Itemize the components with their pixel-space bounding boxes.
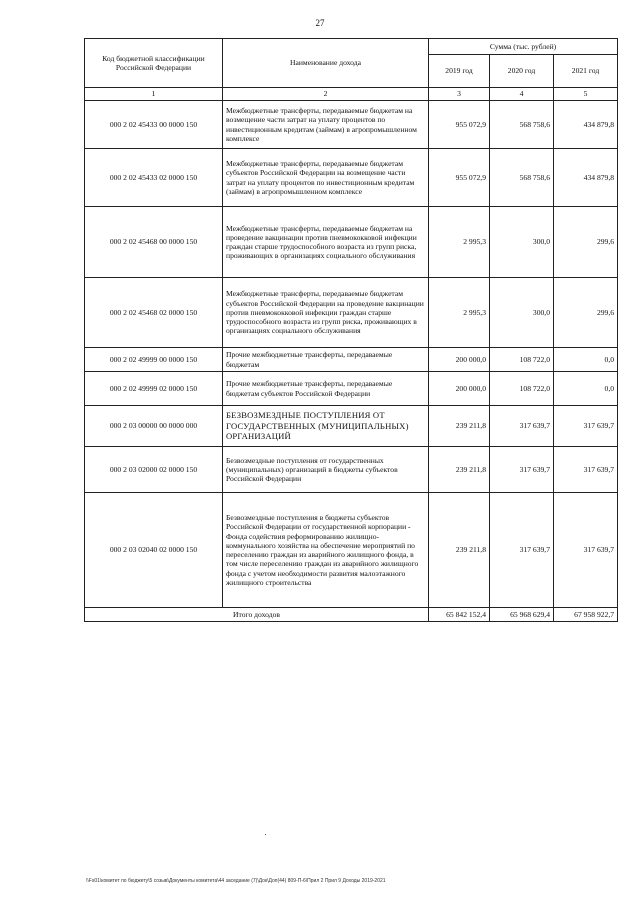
row-name: Межбюджетные трансферты, передаваемые бюджетам субъектов Российской Федерации на проведение вакцинации против пневмококковой инфекции граждан старше трудоспособного возраста из групп риска, проживающих в организациях социального обслуживания bbox=[223, 278, 429, 348]
row-value-2019: 2 995,3 bbox=[429, 207, 490, 278]
header-sum: Сумма (тыс. рублей) bbox=[429, 39, 618, 55]
col-number-5: 5 bbox=[554, 88, 618, 101]
row-code: 000 2 02 45433 02 0000 150 bbox=[85, 149, 223, 207]
table-row bbox=[85, 493, 618, 608]
footer-file-path: \\Fs01\комитет по бюджету\5 созыв\Документы комитета\44 заседание (7)\Док\Доп(44) 809-П-6\Прил 2 Прил 9 Доходы 2019-2021 bbox=[86, 878, 386, 884]
table-row bbox=[85, 372, 618, 406]
row-value-2021: 0,0 bbox=[554, 372, 618, 406]
row-name: Межбюджетные трансферты, передаваемые бюджетам субъектов Российской Федерации на возмещение части затрат на уплату процентов по инвестиционным кредитам (займам) в агропромышленном комплексе bbox=[223, 149, 429, 207]
header-code: Код бюджетной классификации Российской Федерации bbox=[85, 39, 223, 88]
table-row bbox=[85, 149, 618, 207]
row-value-2021: 299,6 bbox=[554, 278, 618, 348]
table-row bbox=[85, 348, 618, 372]
row-name: Прочие межбюджетные трансферты, передаваемые бюджетам субъектов Российской Федерации bbox=[223, 372, 429, 406]
row-value-2020: 317 639,7 bbox=[490, 493, 554, 608]
row-value-2021: 317 639,7 bbox=[554, 493, 618, 608]
row-value-2020: 300,0 bbox=[490, 278, 554, 348]
row-code: 000 2 03 02040 02 0000 150 bbox=[85, 493, 223, 608]
row-name: БЕЗВОЗМЕЗДНЫЕ ПОСТУПЛЕНИЯ ОТ ГОСУДАРСТВЕННЫХ (МУНИЦИПАЛЬНЫХ) ОРГАНИЗАЦИЙ bbox=[223, 406, 429, 447]
row-value-2020: 108 722,0 bbox=[490, 348, 554, 372]
row-value-2019: 239 211,8 bbox=[429, 447, 490, 493]
row-code: 000 2 03 00000 00 0000 000 bbox=[85, 406, 223, 447]
scan-dot bbox=[265, 834, 266, 835]
row-value-2021: 434 879,8 bbox=[554, 101, 618, 149]
table-row bbox=[85, 447, 618, 493]
row-code: 000 2 02 49999 02 0000 150 bbox=[85, 372, 223, 406]
row-value-2020: 568 758,6 bbox=[490, 101, 554, 149]
total-value-2019: 65 842 152,4 bbox=[429, 608, 490, 622]
row-value-2021: 434 879,8 bbox=[554, 149, 618, 207]
row-value-2021: 0,0 bbox=[554, 348, 618, 372]
col-number-1: 1 bbox=[85, 88, 223, 101]
row-code: 000 2 02 45468 00 0000 150 bbox=[85, 207, 223, 278]
row-value-2019: 955 072,9 bbox=[429, 101, 490, 149]
row-name: Межбюджетные трансферты, передаваемые бюджетам на проведение вакцинации против пневмококковой инфекции граждан старше трудоспособного возраста из групп риска, проживающих в организациях социального обслуживания bbox=[223, 207, 429, 278]
total-value-2020: 65 968 629,4 bbox=[490, 608, 554, 622]
revenue-table bbox=[84, 38, 618, 622]
row-name: Безвозмездные поступления от государственных (муниципальных) организаций в бюджеты субъектов Российской Федерации bbox=[223, 447, 429, 493]
row-value-2021: 317 639,7 bbox=[554, 447, 618, 493]
row-code: 000 2 03 02000 02 0000 150 bbox=[85, 447, 223, 493]
header-name: Наименование дохода bbox=[223, 39, 429, 88]
row-value-2019: 239 211,8 bbox=[429, 493, 490, 608]
header-year-2019: 2019 год bbox=[429, 55, 490, 88]
row-value-2019: 200 000,0 bbox=[429, 372, 490, 406]
row-code: 000 2 02 49999 00 0000 150 bbox=[85, 348, 223, 372]
col-number-2: 2 bbox=[223, 88, 429, 101]
row-value-2020: 300,0 bbox=[490, 207, 554, 278]
total-value-2021: 67 958 922,7 bbox=[554, 608, 618, 622]
col-number-3: 3 bbox=[429, 88, 490, 101]
row-value-2020: 317 639,7 bbox=[490, 447, 554, 493]
header-year-2020: 2020 год bbox=[490, 55, 554, 88]
row-code: 000 2 02 45468 02 0000 150 bbox=[85, 278, 223, 348]
row-value-2020: 317 639,7 bbox=[490, 406, 554, 447]
row-name: Безвозмездные поступления в бюджеты субъектов Российской Федерации от государственной корпорации - Фонда содействия реформированию жилищно-коммунального хозяйства на обеспечение мероприятий по переселению граждан из аварийного жилищного фонда, в том числе переселению граждан из аварийного жилищного фонда с учетом необходимости развития малоэтажного жилищного строительства bbox=[223, 493, 429, 608]
col-number-4: 4 bbox=[490, 88, 554, 101]
total-row bbox=[85, 608, 618, 622]
column-number-row bbox=[85, 88, 618, 101]
row-value-2019: 2 995,3 bbox=[429, 278, 490, 348]
row-code: 000 2 02 45433 00 0000 150 bbox=[85, 101, 223, 149]
row-name: Межбюджетные трансферты, передаваемые бюджетам на возмещение части затрат на уплату процентов по инвестиционным кредитам (займам) в агропромышленном комплексе bbox=[223, 101, 429, 149]
table-row bbox=[85, 101, 618, 149]
row-value-2019: 955 072,9 bbox=[429, 149, 490, 207]
table-row bbox=[85, 406, 618, 447]
row-value-2019: 200 000,0 bbox=[429, 348, 490, 372]
row-value-2019: 239 211,8 bbox=[429, 406, 490, 447]
table-row bbox=[85, 278, 618, 348]
row-value-2020: 568 758,6 bbox=[490, 149, 554, 207]
table-row bbox=[85, 207, 618, 278]
row-value-2020: 108 722,0 bbox=[490, 372, 554, 406]
total-label: Итого доходов bbox=[85, 608, 429, 622]
row-name: Прочие межбюджетные трансферты, передаваемые бюджетам bbox=[223, 348, 429, 372]
row-value-2021: 299,6 bbox=[554, 207, 618, 278]
page-number: 27 bbox=[315, 18, 325, 28]
header-year-2021: 2021 год bbox=[554, 55, 618, 88]
row-value-2021: 317 639,7 bbox=[554, 406, 618, 447]
